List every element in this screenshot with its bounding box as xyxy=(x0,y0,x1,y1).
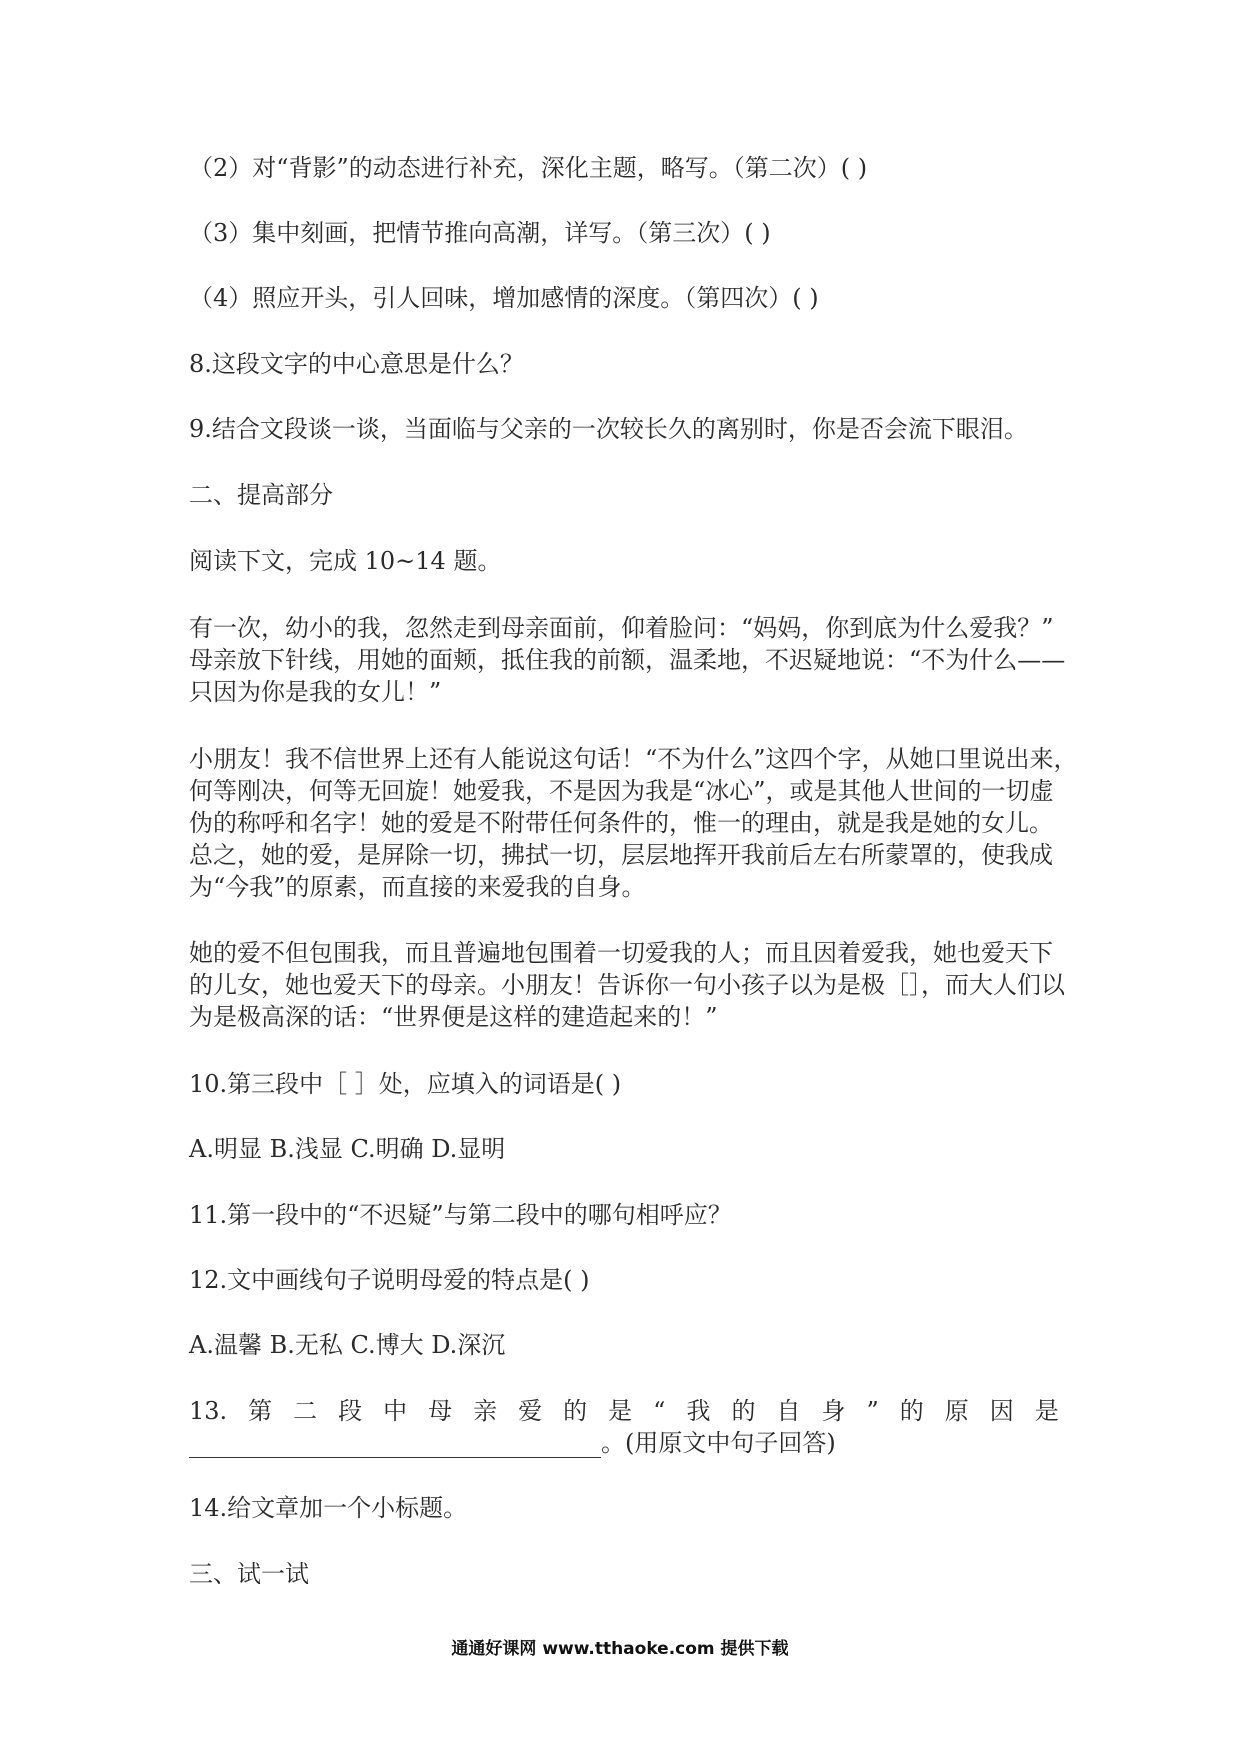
question-10: 10.第三段中［ ］处，应填入的词语是( ) xyxy=(189,1070,622,1098)
question-13 xyxy=(189,1396,1059,1458)
section-heading-3: 三、试一试 xyxy=(189,1560,309,1588)
passage-line: 只因为你是我的女儿！” xyxy=(189,678,442,706)
passage-line: 为“今我”的原素，而直接的来爱我的自身。 xyxy=(189,873,646,901)
passage-paragraph-1 xyxy=(189,612,1066,708)
reading-instruction: 阅读下文，完成 10~14 题。 xyxy=(189,547,502,575)
question-13-prompt: 13. 第 二 段 中 母 亲 爱 的 是 “ 我 的 自 身 ” 的 原 因 是 xyxy=(189,1397,1059,1425)
section-heading-2: 二、提高部分 xyxy=(189,481,333,509)
item-3: （3）集中刻画，把情节推向高潮，详写。（第三次）( ) xyxy=(189,219,771,247)
footer: 通通好课网 www.tthaoke.com 提供下载 xyxy=(451,1639,789,1659)
question-12-options: A.温馨 B.无私 C.博大 D.深沉 xyxy=(189,1331,506,1359)
question-9: 9.结合文段谈一谈，当面临与父亲的一次较长久的离别时，你是否会流下眼泪。 xyxy=(189,415,1028,443)
item-4: （4）照应开头，引人回味，增加感情的深度。（第四次）( ) xyxy=(189,284,819,312)
passage-paragraph-3 xyxy=(189,937,1065,1033)
passage-paragraph-2 xyxy=(189,743,1078,903)
passage-line: 何等刚决，何等无回旋！她爱我，不是因为我是“冰心”，或是其他人世间的一切虚 xyxy=(189,777,1054,805)
question-10-options: A.明显 B.浅显 C.明确 D.显明 xyxy=(189,1135,506,1163)
question-12: 12.文中画线句子说明母爱的特点是( ) xyxy=(189,1266,590,1294)
answer-blank[interactable] xyxy=(189,1435,601,1458)
item-2: （2）对“背影”的动态进行补充，深化主题，略写。（第二次）( ) xyxy=(189,154,868,182)
question-14: 14.给文章加一个小标题。 xyxy=(189,1494,468,1522)
passage-line: 小朋友！我不信世界上还有人能说这句话！“不为什么”这四个字，从她口里说出来， xyxy=(189,745,1078,773)
question-8: 8.这段文字的中心意思是什么？ xyxy=(189,350,524,378)
passage-line: 的儿女，她也爱天下的母亲。小朋友！告诉你一句小孩子以为是极［］，而大人们以 xyxy=(189,971,1065,999)
question-11: 11.第一段中的“不迟疑”与第二段中的哪句相呼应？ xyxy=(189,1201,732,1229)
passage-line: 总之，她的爱，是屏除一切，拂拭一切，层层地挥开我前后左右所蒙罩的，使我成 xyxy=(189,841,1053,869)
passage-line: 母亲放下针线，用她的面颊，抵住我的前额，温柔地，不迟疑地说：“不为什么—— xyxy=(189,646,1066,674)
passage-line: 有一次，幼小的我，忽然走到母亲面前，仰着脸问：“妈妈，你到底为什么爱我？” xyxy=(189,614,1054,642)
passage-line: 为是极高深的话：“世界便是这样的建造起来的！” xyxy=(189,1003,718,1031)
passage-line: 她的爱不但包围我，而且普遍地包围着一切爱我的人；而且因着爱我，她也爱天下 xyxy=(189,939,1053,967)
passage-line: 伪的称呼和名字！她的爱是不附带任何条件的，惟一的理由，就是我是她的女儿。 xyxy=(189,809,1053,837)
question-13-instruction: 。(用原文中句子回答) xyxy=(601,1429,836,1457)
